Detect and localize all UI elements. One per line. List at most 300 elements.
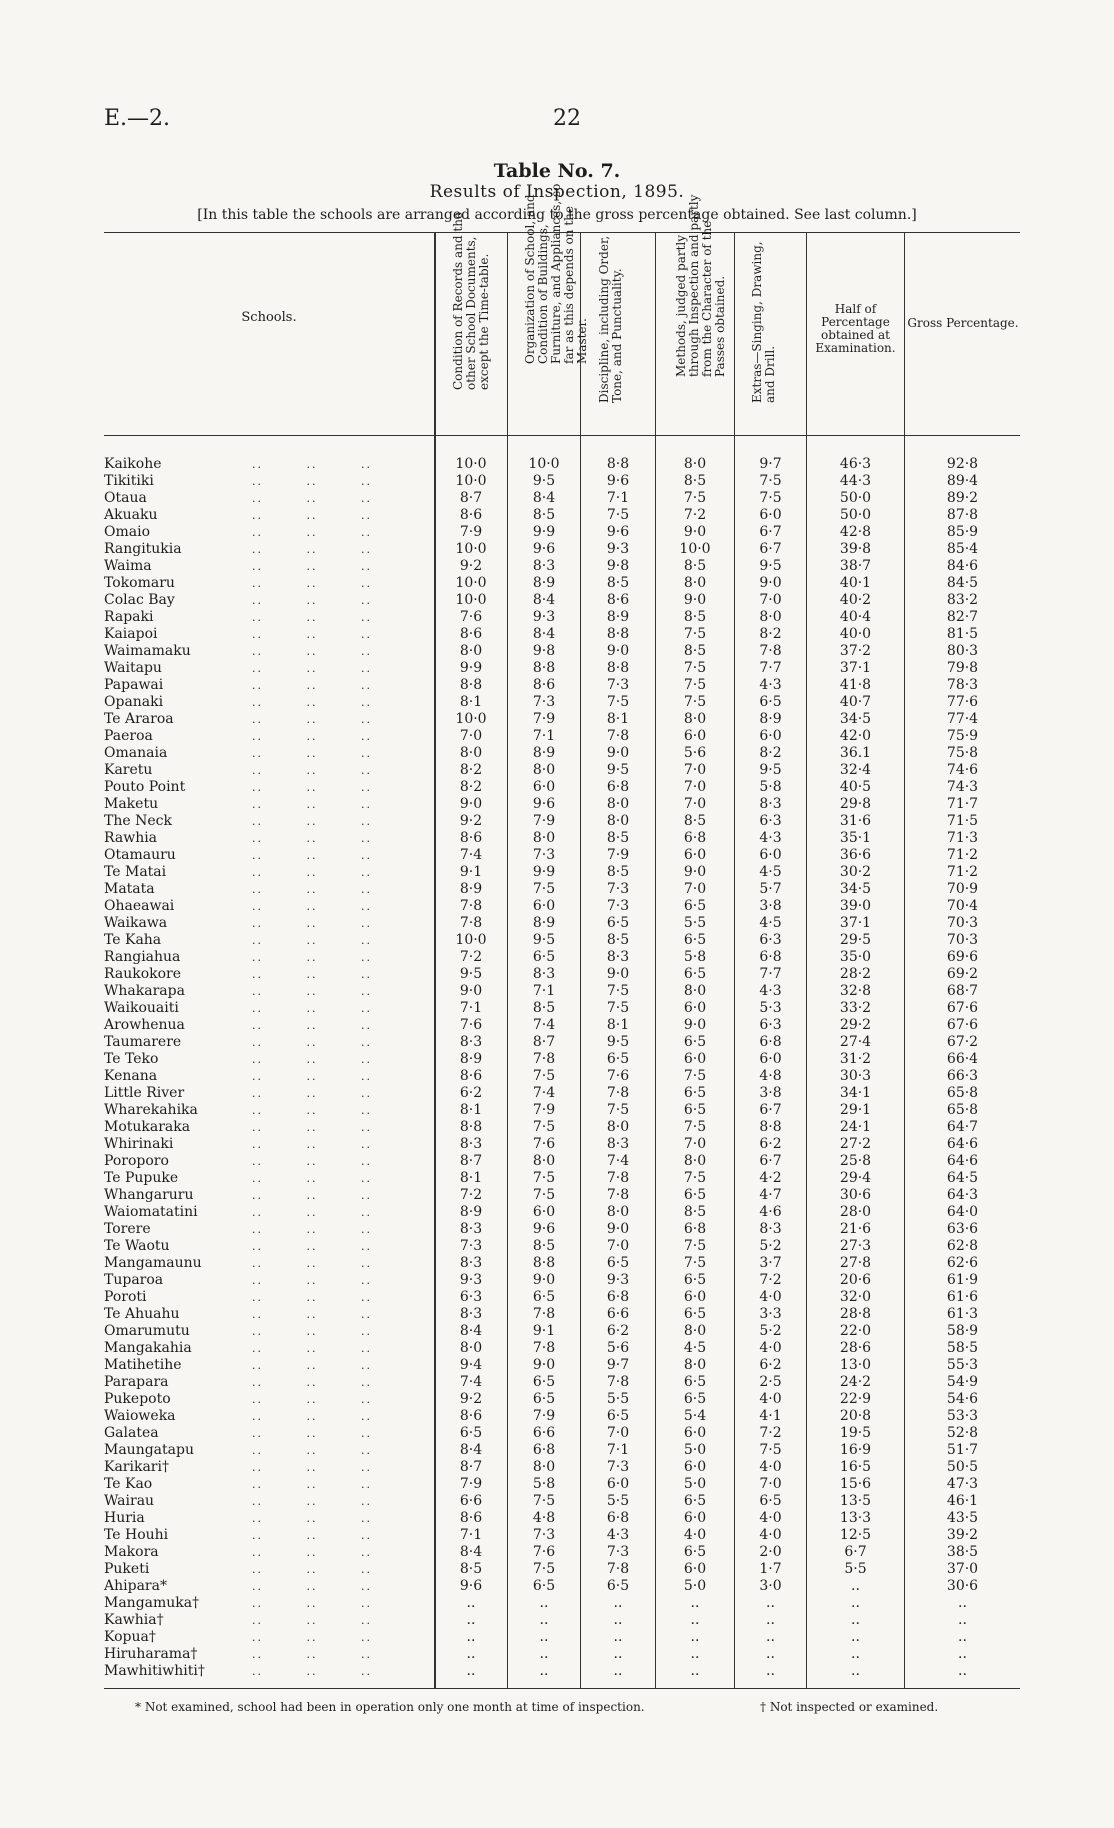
cell-records: 8·4 (459, 1323, 483, 1339)
cell-gross: 84·5 (946, 575, 979, 591)
cell-methods: 9·0 (683, 592, 707, 608)
table-row (104, 1663, 1020, 1680)
cell-extras: 6·0 (759, 1051, 782, 1067)
cell-methods: 9·0 (683, 524, 707, 540)
cell-discipline: 7·3 (606, 677, 630, 693)
school-name: Tikitiki (104, 473, 154, 489)
cell-extras: 2·0 (759, 1544, 782, 1560)
dot-leader: .. .. .. (252, 1206, 372, 1219)
cell-organization: 8·9 (532, 915, 556, 931)
header-discipline: Discipline, including Order, Tone, and Punctuality. (597, 235, 624, 403)
school-name: Te Matai (104, 864, 167, 880)
page-id: E.—2. (104, 106, 171, 131)
cell-half: 31·2 (839, 1051, 872, 1067)
cell-extras: 7·0 (759, 1476, 782, 1492)
cell-methods: .. (690, 1646, 700, 1662)
cell-organization: 8·4 (532, 626, 556, 642)
dot-leader: .. .. .. (252, 492, 372, 505)
cell-half: 27·8 (839, 1255, 872, 1271)
cell-organization: .. (539, 1629, 549, 1645)
dot-leader: .. .. .. (252, 1495, 372, 1508)
dot-leader: .. .. .. (252, 1444, 372, 1457)
cell-discipline: 6·5 (606, 1255, 630, 1271)
table-row (104, 1051, 1020, 1068)
cell-discipline: 6·5 (606, 915, 630, 931)
cell-records: 10·0 (455, 473, 487, 489)
cell-discipline: 8·0 (606, 796, 630, 812)
cell-half: 42·0 (839, 728, 872, 744)
school-name: The Neck (104, 813, 172, 829)
school-name: Te Teko (104, 1051, 159, 1067)
cell-gross: 71·2 (946, 864, 979, 880)
cell-discipline: 8·3 (606, 1136, 630, 1152)
cell-gross: 78·3 (946, 677, 979, 693)
cell-discipline: 6·5 (606, 1051, 630, 1067)
cell-methods: 5·0 (683, 1476, 707, 1492)
cell-organization: 8·0 (532, 830, 556, 846)
cell-gross: 79·8 (946, 660, 979, 676)
table-row (104, 1612, 1020, 1629)
school-name: Makora (104, 1544, 159, 1560)
cell-methods: 5·0 (683, 1578, 707, 1594)
cell-records: 9·0 (459, 796, 483, 812)
cell-half: 32·4 (839, 762, 872, 778)
cell-records: 7·0 (459, 728, 483, 744)
cell-records: 8·6 (459, 830, 483, 846)
cell-records: 7·4 (459, 847, 483, 863)
cell-extras: 4·3 (759, 983, 782, 999)
cell-records: 8·9 (459, 1204, 483, 1220)
table-row (104, 524, 1020, 541)
cell-gross: 66·3 (946, 1068, 979, 1084)
cell-extras: 6·2 (759, 1136, 782, 1152)
cell-half: 34·5 (839, 881, 872, 897)
table-row (104, 575, 1020, 592)
cell-gross: 71·5 (946, 813, 979, 829)
table-row (104, 1085, 1020, 1102)
cell-methods: 8·0 (683, 1153, 707, 1169)
cell-gross: 74·6 (946, 762, 979, 778)
dot-leader: .. .. .. (252, 1529, 372, 1542)
cell-records: 7·8 (459, 898, 483, 914)
school-name: Tokomaru (104, 575, 175, 591)
cell-records: 7·3 (459, 1238, 483, 1254)
dot-leader: .. .. .. (252, 866, 372, 879)
cell-methods: 6·0 (683, 1459, 707, 1475)
cell-organization: 7·3 (532, 847, 556, 863)
cell-methods: 6·5 (683, 1272, 707, 1288)
table-row (104, 456, 1020, 473)
cell-methods: 6·5 (683, 1102, 707, 1118)
table-row (104, 983, 1020, 1000)
school-name: Motukaraka (104, 1119, 191, 1135)
cell-discipline: 5·5 (606, 1493, 630, 1509)
cell-gross: 67·6 (946, 1017, 979, 1033)
cell-gross: 69·2 (946, 966, 979, 982)
cell-extras: .. (766, 1595, 775, 1611)
dot-leader: .. .. .. (252, 985, 372, 998)
cell-extras: 8·0 (759, 609, 782, 625)
school-name: Poroporo (104, 1153, 169, 1169)
cell-extras: 6·0 (759, 847, 782, 863)
cell-organization: 8·8 (532, 660, 556, 676)
cell-extras: 4·0 (759, 1391, 782, 1407)
cell-gross: 85·9 (946, 524, 979, 540)
school-name: Ohaeawai (104, 898, 175, 914)
cell-discipline: 7·3 (606, 1459, 630, 1475)
dot-leader: .. .. .. (252, 1019, 372, 1032)
cell-discipline: 6·8 (606, 779, 630, 795)
dot-leader: .. .. .. (252, 1461, 372, 1474)
dot-leader: .. .. .. (252, 509, 372, 522)
dot-leader: .. .. .. (252, 475, 372, 488)
cell-half: 28·8 (839, 1306, 872, 1322)
dot-leader: .. .. .. (252, 679, 372, 692)
cell-methods: 7·5 (683, 660, 707, 676)
cell-methods: 8·0 (683, 983, 707, 999)
cell-records: .. (466, 1595, 476, 1611)
cell-extras: 4·0 (759, 1527, 782, 1543)
cell-methods: 6·0 (683, 1425, 707, 1441)
cell-half: 22·0 (839, 1323, 872, 1339)
cell-methods: 7·0 (683, 881, 707, 897)
cell-half: 22·9 (839, 1391, 872, 1407)
cell-organization: 6·8 (532, 1442, 556, 1458)
cell-records: 10·0 (455, 592, 487, 608)
cell-gross: 66·4 (946, 1051, 979, 1067)
cell-discipline: .. (613, 1663, 623, 1679)
cell-half: 50·0 (839, 507, 872, 523)
cell-discipline: .. (613, 1595, 623, 1611)
header-methods: Methods, judged partly through Inspection and partly from the Character of the Passes obtained. (674, 194, 727, 377)
school-name: Mawhitiwhiti† (104, 1663, 205, 1679)
cell-extras: 7·5 (759, 473, 782, 489)
cell-gross: 75·8 (946, 745, 979, 761)
cell-half: 37·1 (839, 915, 872, 931)
table-row (104, 1187, 1020, 1204)
cell-half: 50·0 (839, 490, 872, 506)
table-row (104, 915, 1020, 932)
cell-methods: 7·5 (683, 677, 707, 693)
cell-discipline: 7·3 (606, 1544, 630, 1560)
dot-leader: .. .. .. (252, 1189, 372, 1202)
cell-half: 24·2 (839, 1374, 872, 1390)
cell-discipline: 7·5 (606, 694, 630, 710)
cell-discipline: 9·3 (606, 1272, 630, 1288)
cell-half: 25·8 (839, 1153, 872, 1169)
cell-records: 7·4 (459, 1374, 483, 1390)
cell-records: 10·0 (455, 711, 487, 727)
cell-extras: 6·3 (759, 1017, 782, 1033)
dot-leader: .. .. .. (252, 1563, 372, 1576)
cell-half: 20·6 (839, 1272, 872, 1288)
school-name: Whirinaki (104, 1136, 174, 1152)
table-row (104, 1425, 1020, 1442)
cell-gross: 53·3 (946, 1408, 979, 1424)
cell-records: .. (466, 1612, 476, 1628)
dot-leader: .. .. .. (252, 526, 372, 539)
cell-methods: 6·0 (683, 1561, 707, 1577)
school-name: Waikouaiti (104, 1000, 179, 1016)
cell-extras: 4·0 (759, 1510, 782, 1526)
cell-methods: 5·5 (683, 915, 707, 931)
cell-half: 40·4 (839, 609, 872, 625)
school-name: Rangiahua (104, 949, 181, 965)
cell-extras: 4·0 (759, 1340, 782, 1356)
cell-organization: .. (539, 1612, 549, 1628)
cell-discipline: 9·6 (606, 473, 630, 489)
table-row (104, 1391, 1020, 1408)
cell-methods: 7·5 (683, 1170, 707, 1186)
cell-half: 16·9 (839, 1442, 872, 1458)
cell-records: 9·2 (459, 813, 483, 829)
cell-methods: 8·5 (683, 558, 707, 574)
school-name: Mangamaunu (104, 1255, 202, 1271)
school-name: Colac Bay (104, 592, 175, 608)
cell-methods: 6·0 (683, 1000, 707, 1016)
cell-extras: 6·3 (759, 813, 782, 829)
cell-discipline: 9·0 (606, 1221, 630, 1237)
cell-organization: 8·9 (532, 575, 556, 591)
cell-methods: 8·0 (683, 1323, 707, 1339)
cell-extras: 4·7 (759, 1187, 782, 1203)
dot-leader: .. .. .. (252, 713, 372, 726)
dot-leader: .. .. .. (252, 1172, 372, 1185)
cell-organization: 6·6 (532, 1425, 556, 1441)
cell-extras: 3·8 (759, 898, 782, 914)
cell-half: 13·5 (839, 1493, 872, 1509)
cell-gross: 70·3 (946, 915, 979, 931)
table-row (104, 1119, 1020, 1136)
cell-methods: 7·0 (683, 779, 707, 795)
cell-extras: 4·0 (759, 1289, 782, 1305)
cell-records: 8·0 (459, 1340, 483, 1356)
cell-extras: 4·0 (759, 1459, 782, 1475)
school-name: Te Kaha (104, 932, 162, 948)
school-name: Rangitukia (104, 541, 182, 557)
dot-leader: .. .. .. (252, 849, 372, 862)
school-name: Te Kao (104, 1476, 153, 1492)
table-row (104, 1255, 1020, 1272)
cell-extras: 4·6 (759, 1204, 782, 1220)
header-records: Condition of Records and the other School Documents, except the Time-table. (451, 211, 491, 390)
cell-records: 7·9 (459, 1476, 483, 1492)
school-name: Mangamuka† (104, 1595, 200, 1611)
school-name: Taumarere (104, 1034, 182, 1050)
dot-leader: .. .. .. (252, 730, 372, 743)
dot-leader: .. .. .. (252, 1053, 372, 1066)
header-discipline-cell (580, 233, 655, 435)
dot-leader: .. .. .. (252, 1257, 372, 1270)
cell-discipline: 8·5 (606, 830, 630, 846)
school-name: Raukokore (104, 966, 182, 982)
cell-records: 8·7 (459, 490, 483, 506)
cell-half: .. (851, 1663, 860, 1679)
cell-records: 7·9 (459, 524, 483, 540)
table-row (104, 1136, 1020, 1153)
cell-gross: 71·2 (946, 847, 979, 863)
cell-records: 8·3 (459, 1306, 483, 1322)
cell-gross: 62·8 (946, 1238, 979, 1254)
school-name: Karetu (104, 762, 153, 778)
cell-records: 8·1 (459, 1102, 483, 1118)
cell-records: 9·6 (459, 1578, 483, 1594)
cell-organization: 8·0 (532, 1153, 556, 1169)
cell-half: 16·5 (839, 1459, 872, 1475)
school-name: Huria (104, 1510, 145, 1526)
cell-half: 27·2 (839, 1136, 872, 1152)
cell-half: 24·1 (839, 1119, 872, 1135)
school-name: Kenana (104, 1068, 158, 1084)
school-name: Te Araroa (104, 711, 174, 727)
cell-half: 42·8 (839, 524, 872, 540)
cell-methods: .. (690, 1629, 700, 1645)
cell-gross: 43·5 (946, 1510, 979, 1526)
cell-discipline: 7·5 (606, 507, 630, 523)
school-name: Paeroa (104, 728, 153, 744)
cell-extras: 6·3 (759, 932, 782, 948)
header-records-cell (434, 211, 508, 435)
cell-methods: 8·0 (683, 575, 707, 591)
table-row (104, 1527, 1020, 1544)
dot-leader: .. .. .. (252, 764, 372, 777)
table-row (104, 660, 1020, 677)
school-name: Little River (104, 1085, 185, 1101)
cell-methods: 6·0 (683, 847, 707, 863)
dot-leader: .. .. .. (252, 815, 372, 828)
cell-discipline: 7·8 (606, 1170, 630, 1186)
cell-extras: 6·7 (759, 1153, 782, 1169)
cell-methods: 6·8 (683, 830, 707, 846)
cell-organization: 7·5 (532, 1561, 556, 1577)
table-row (104, 558, 1020, 575)
cell-extras: 3·7 (759, 1255, 782, 1271)
cell-gross: .. (958, 1629, 967, 1645)
cell-half: 34·1 (839, 1085, 872, 1101)
cell-gross: 80·3 (946, 643, 979, 659)
table-row (104, 932, 1020, 949)
cell-methods: 4·5 (683, 1340, 707, 1356)
header-organization: Organization of School, and Condition of Buildings, Furniture, and Appliances, so far as this depends on the Master. (523, 183, 589, 364)
cell-discipline: 9·0 (606, 966, 630, 982)
cell-organization: 6·5 (532, 949, 556, 965)
cell-discipline: 9·5 (606, 1034, 630, 1050)
table-row (104, 507, 1020, 524)
dot-leader: .. .. .. (252, 1155, 372, 1168)
cell-organization: 6·0 (532, 1204, 556, 1220)
cell-discipline: 9·0 (606, 643, 630, 659)
cell-organization: 9·0 (532, 1272, 556, 1288)
cell-extras: 6·0 (759, 728, 782, 744)
cell-extras: 4·3 (759, 830, 782, 846)
table-row (104, 1017, 1020, 1034)
cell-discipline: .. (613, 1646, 623, 1662)
cell-discipline: 4·3 (606, 1527, 630, 1543)
cell-half: 44·3 (839, 473, 872, 489)
cell-half: 30·3 (839, 1068, 872, 1084)
cell-discipline: 9·5 (606, 762, 630, 778)
dot-leader: .. .. .. (252, 1036, 372, 1049)
cell-methods: 5·6 (683, 745, 707, 761)
cell-methods: 9·0 (683, 864, 707, 880)
cell-gross: 37·0 (946, 1561, 979, 1577)
cell-methods: .. (690, 1663, 700, 1679)
cell-organization: 7·5 (532, 881, 556, 897)
cell-discipline: 6·8 (606, 1510, 630, 1526)
school-name: Kaikohe (104, 456, 162, 472)
cell-records: 8·3 (459, 1221, 483, 1237)
school-name: Matata (104, 881, 155, 897)
table-row (104, 1238, 1020, 1255)
table-row (104, 1153, 1020, 1170)
cell-extras: 8·2 (759, 626, 782, 642)
cell-gross: 81·5 (946, 626, 979, 642)
cell-half: 30·2 (839, 864, 872, 880)
dot-leader: .. .. .. (252, 900, 372, 913)
table-row (104, 966, 1020, 983)
cell-gross: 46·1 (946, 1493, 979, 1509)
cell-gross: 70·4 (946, 898, 979, 914)
cell-methods: 5·4 (683, 1408, 707, 1424)
table-row (104, 1000, 1020, 1017)
table-title: Table No. 7. (493, 160, 621, 182)
cell-extras: 9·5 (759, 558, 782, 574)
cell-half: 13·3 (839, 1510, 872, 1526)
cell-organization: 9·9 (532, 524, 556, 540)
cell-discipline: 7·5 (606, 1102, 630, 1118)
dot-leader: .. .. .. (252, 1665, 372, 1678)
cell-records: 9·2 (459, 1391, 483, 1407)
cell-discipline: 8·5 (606, 864, 630, 880)
cell-extras: 7·5 (759, 490, 782, 506)
cell-half: 27·3 (839, 1238, 872, 1254)
school-name: Kaiapoi (104, 626, 158, 642)
table-row (104, 711, 1020, 728)
page-number: 22 (553, 106, 581, 131)
cell-organization: .. (539, 1646, 549, 1662)
dot-leader: .. .. .. (252, 1342, 372, 1355)
school-name: Puketi (104, 1561, 150, 1577)
cell-records: 10·0 (455, 456, 487, 472)
table-row (104, 609, 1020, 626)
cell-gross: .. (958, 1612, 967, 1628)
table-row (104, 473, 1020, 490)
dot-leader: .. .. .. (252, 1274, 372, 1287)
dot-leader: .. .. .. (252, 628, 372, 641)
cell-half: 29·2 (839, 1017, 872, 1033)
dot-leader: .. .. .. (252, 1427, 372, 1440)
cell-methods: 7·5 (683, 626, 707, 642)
cell-discipline: 7·1 (606, 490, 630, 506)
school-name: Whakarapa (104, 983, 185, 999)
table-row (104, 1476, 1020, 1493)
cell-half: 40·0 (839, 626, 872, 642)
cell-discipline: 8·8 (606, 626, 630, 642)
cell-organization: .. (539, 1595, 549, 1611)
cell-half: 36.1 (839, 745, 872, 761)
cell-half: 32·0 (839, 1289, 872, 1305)
cell-organization: 6·5 (532, 1391, 556, 1407)
school-name: Akuaku (104, 507, 158, 523)
cell-organization: 7·8 (532, 1306, 556, 1322)
cell-organization: 9·6 (532, 541, 556, 557)
cell-organization: 7·3 (532, 1527, 556, 1543)
table-row (104, 1357, 1020, 1374)
cell-gross: .. (958, 1663, 967, 1679)
cell-half: 29·8 (839, 796, 872, 812)
cell-records: 6·6 (459, 1493, 483, 1509)
cell-half: 28·0 (839, 1204, 872, 1220)
